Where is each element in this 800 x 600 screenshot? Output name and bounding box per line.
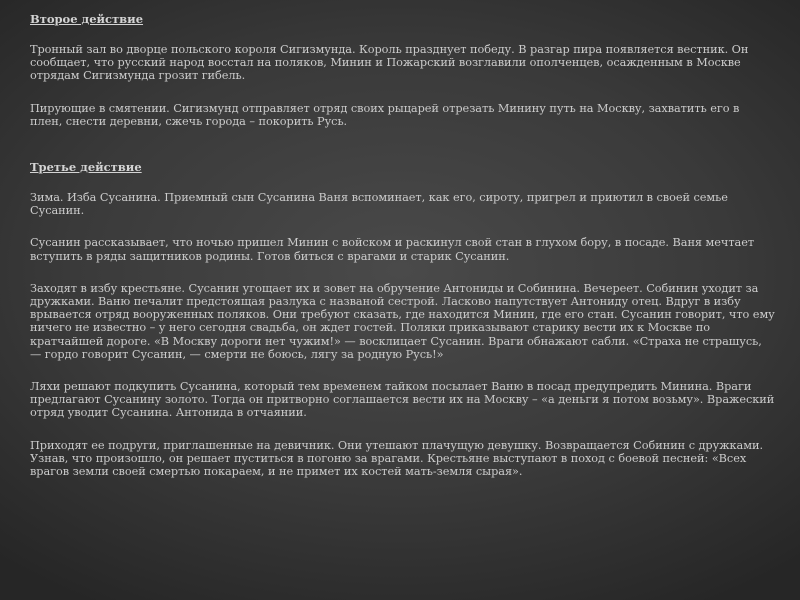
- act-two-paragraph-1: Тронный зал во дворце польского короля Сигизмунда. Король празднует победу. В разгар пира появляется вестник. Он сообщает, что русский народ восстал на поляков, Минин и Пожарский возглавили ополченцев, осажденным в Москве отрядам Сигизмунда грозит гибель.: [30, 43, 749, 83]
- act-three-paragraph-2: Сусанин рассказывает, что ночью пришел Минин с войском и раскинул свой стан в глухом бору, в посаде. Ваня мечтает вступить в ряды защитников родины. Готов биться с врагами и старик Сусанин.: [30, 236, 755, 263]
- act-three-paragraph-3: Заходят в избу крестьяне. Сусанин угощает их и зовет на обручение Антониды и Собинина. Вечереет. Собинин уходит за дружками. Ваню печалит предстоящая разлука с названой сестрой. Ласково напутствует Антониду отец. Вдруг в избу врывается отряд вооруженных поляков. Они требуют сказать, где находится Минин, где его стан. Сусанин говорит, что ему ничего не известно – у него сегодня свадьба, он ждет гостей. Поляки приказывают старику вести их к Москве по кратчайшей дороге. «В Москву дороги нет чужим!» — восклицает Сусанин. Враги обнажают сабли. «Страха не страшусь, — гордо говорит Сусанин, — смерти не боюсь, лягу за родную Русь!»: [30, 281, 775, 361]
- act-two-paragraph-2: Пирующие в смятении. Сигизмунд отправляет отряд своих рыцарей отрезать Минину путь на Москву, захватить его в плен, снести деревни, сжечь города – покорить Русь.: [30, 101, 740, 128]
- slide-text-area: [30, 12, 775, 588]
- act-two-heading: Второе действие: [30, 12, 144, 26]
- act-three-paragraph-5: Приходят ее подруги, приглашенные на девичник. Они утешают плачущую девушку. Возвращается Собинин с дружками. Узнав, что произошло, он решает пуститься в погоню за врагами. Крестьяне выступают в поход с боевой песней: «Всех врагов земли своей смертью покараем, и не примет их костей мать-земля сырая».: [30, 438, 763, 479]
- act-three-heading: Третье действие: [30, 160, 142, 175]
- act-three-paragraph-1: Зима. Изба Сусанина. Приемный сын Сусанина Ваня вспоминает, как его, сироту, пригрел и приютил в своей семье Сусанин.: [30, 191, 728, 218]
- act-three-paragraph-4: Ляхи решают подкупить Сусанина, который тем временем тайком посылает Ваню в посад предупредить Минина. Враги предлагают Сусанину золото. Тогда он притворно соглашается вести их на Москву – «а деньги я потом возьму». Вражеский отряд уводит Сусанина. Антонида в отчаянии.: [30, 380, 775, 420]
